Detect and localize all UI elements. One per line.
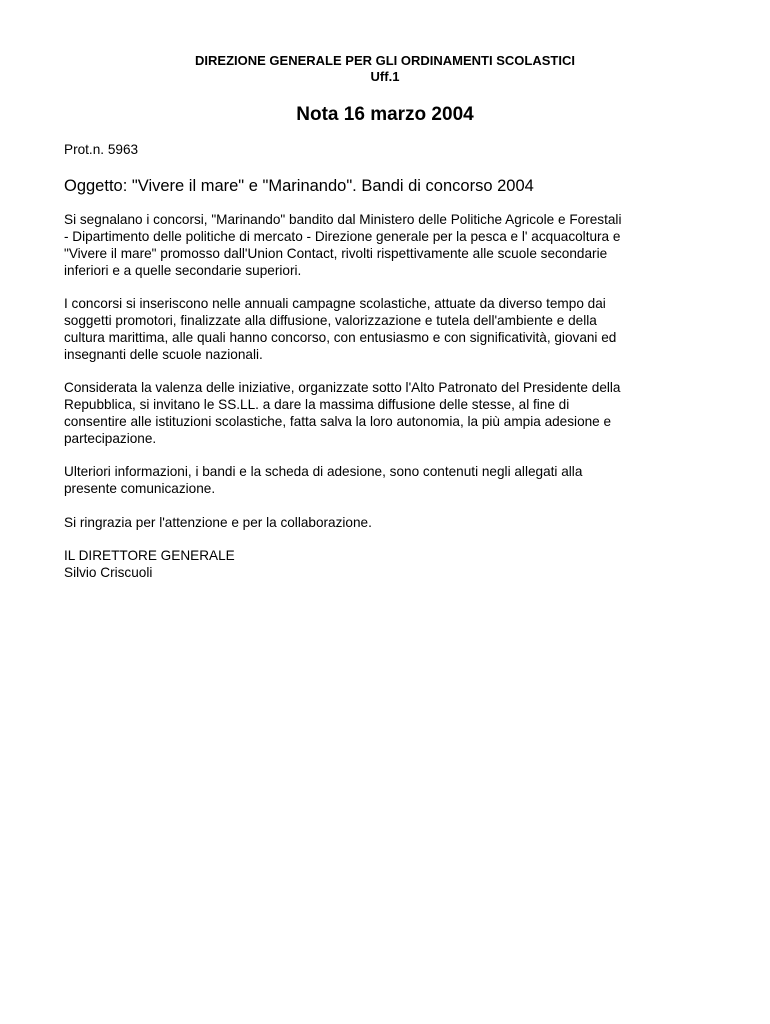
paragraph-line: cultura marittima, alle quali hanno concorso, con entusiasmo e con significatività, giovani ed <box>64 330 617 345</box>
paragraph-line: Ulteriori informazioni, i bandi e la scheda di adesione, sono contenuti negli allegati alla <box>64 464 583 479</box>
paragraph-line: partecipazione. <box>64 431 157 446</box>
paragraph-line: Si segnalano i concorsi, "Marinando" bandito dal Ministero delle Politiche Agricole e Forestali <box>64 212 622 227</box>
signature-name: Silvio Criscuoli <box>64 565 153 580</box>
paragraph-line: consentire alle istituzioni scolastiche, fatta salva la loro autonomia, la più ampia adesione e <box>64 414 612 429</box>
header-office: Uff.1 <box>370 69 400 84</box>
paragraph-5 <box>64 514 714 531</box>
paragraph-line: insegnanti delle scuole nazionali. <box>64 347 263 362</box>
signature-role: IL DIRETTORE GENERALE <box>64 548 235 563</box>
paragraph-line: inferiori e a quelle secondarie superiori. <box>64 263 302 278</box>
paragraph-line: - Dipartimento delle politiche di mercato - Direzione generale per la pesca e l' acquacoltura e <box>64 229 621 244</box>
document-title: Nota 16 marzo 2004 <box>296 104 474 125</box>
protocol-number: Prot.n. 5963 <box>64 142 139 157</box>
paragraph-line: Si ringrazia per l'attenzione e per la collaborazione. <box>64 515 372 530</box>
paragraph-1 <box>64 211 714 279</box>
signature-block <box>64 547 714 581</box>
paragraph-line: Repubblica, si invitano le SS.LL. a dare la massima diffusione delle stesse, al fine di <box>64 397 570 412</box>
paragraph-2 <box>64 295 714 363</box>
document-header <box>0 53 770 85</box>
paragraph-line: "Vivere il mare" promosso dall'Union Contact, rivolti rispettivamente alle scuole secondarie <box>64 246 608 261</box>
paragraph-line: Considerata la valenza delle iniziative, organizzate sotto l'Alto Patronato del Presidente della <box>64 380 621 395</box>
paragraph-line: I concorsi si inseriscono nelle annuali campagne scolastiche, attuate da diverso tempo dai <box>64 296 606 311</box>
subject-line: Oggetto: "Vivere il mare" e "Marinando". Bandi di concorso 2004 <box>64 177 534 195</box>
header-department: DIREZIONE GENERALE PER GLI ORDINAMENTI SCOLASTICI <box>195 53 575 68</box>
paragraph-4 <box>64 463 714 497</box>
paragraph-3 <box>64 379 714 447</box>
paragraph-line: soggetti promotori, finalizzate alla diffusione, valorizzazione e tutela dell'ambiente e della <box>64 313 597 328</box>
paragraph-line: presente comunicazione. <box>64 481 216 496</box>
